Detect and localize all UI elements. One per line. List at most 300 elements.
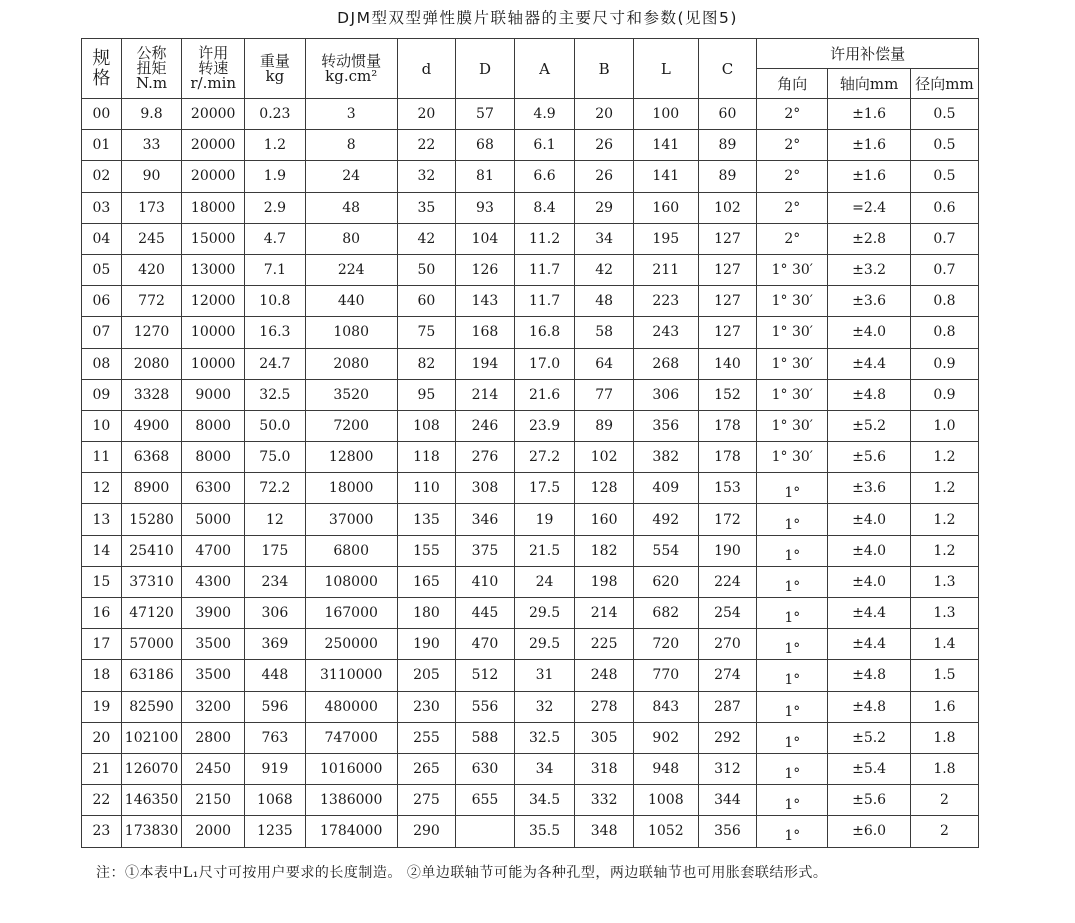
angle-value: 1° 30′ [771,386,813,403]
table-cell: 2.9 [245,192,306,223]
table-cell: 29 [575,192,634,223]
table-cell [757,379,828,410]
table-cell: 344 [698,785,757,816]
table-cell: 11.7 [514,254,575,285]
table-cell: 292 [698,722,757,753]
table-cell: 3500 [182,660,245,691]
table-cell: 596 [245,691,306,722]
table-cell: 127 [698,223,757,254]
table-cell: 369 [245,629,306,660]
table-cell: 254 [698,598,757,629]
table-cell: 1068 [245,785,306,816]
table-row [82,317,979,348]
table-cell: 246 [456,410,515,441]
table-cell: ±4.8 [828,379,911,410]
table-cell: =2.4 [828,192,911,223]
table-cell: 77 [575,379,634,410]
table-cell: 14 [82,535,122,566]
angle-value: 2° [784,106,801,123]
table-cell: 173 [121,192,182,223]
angle-value: 1° [784,734,801,751]
table-cell: 110 [397,473,456,504]
table-cell: 37310 [121,566,182,597]
table-cell: 50.0 [245,410,306,441]
angle-value: 1° 30′ [771,262,813,279]
table-cell: 356 [698,816,757,847]
table-cell: 305 [575,722,634,753]
angle-value: 1° [784,610,801,627]
table-cell: 9.8 [121,99,182,130]
table-cell: 126070 [121,753,182,784]
table-cell: 102100 [121,722,182,753]
table-cell: ±1.6 [828,161,911,192]
header-radial: 径向mm [910,69,978,99]
table-cell: 16.3 [245,317,306,348]
table-cell: 1008 [633,785,698,816]
table-cell: 682 [633,598,698,629]
table-cell: 63186 [121,660,182,691]
table-cell: 0.23 [245,99,306,130]
table-cell: 12000 [182,286,245,317]
table-cell: ±6.0 [828,816,911,847]
table-cell: ±4.8 [828,691,911,722]
table-cell: 20 [575,99,634,130]
table-cell: 265 [397,753,456,784]
table-cell: 2080 [121,348,182,379]
table-cell: ±4.0 [828,566,911,597]
table-cell: 19 [514,504,575,535]
table-row [82,753,979,784]
table-cell: 32.5 [245,379,306,410]
table-cell: 3500 [182,629,245,660]
table-cell: 26 [575,130,634,161]
table-cell: 492 [633,504,698,535]
angle-value: 1° 30′ [771,449,813,466]
table-cell: 20000 [182,161,245,192]
table-cell: 198 [575,566,634,597]
table-cell: 556 [456,691,515,722]
table-body [82,99,979,848]
header-spec: 规 格 [82,39,122,99]
table-cell: 420 [121,254,182,285]
table-cell: ±1.6 [828,99,911,130]
table-cell: 152 [698,379,757,410]
table-cell: 89 [575,410,634,441]
table-cell: 195 [633,223,698,254]
table-cell: 31 [514,660,575,691]
table-cell: 1.2 [245,130,306,161]
table-row [82,722,979,753]
table-cell [757,691,828,722]
angle-value: 1° [784,766,801,783]
table-cell: 225 [575,629,634,660]
table-cell: 102 [575,442,634,473]
table-cell: ±5.2 [828,410,911,441]
table-cell: 126 [456,254,515,285]
table-cell: 12 [245,504,306,535]
table-cell [757,442,828,473]
angle-value: 1° [784,797,801,814]
table-cell: 0.5 [910,161,978,192]
table-cell [757,598,828,629]
table-cell: 224 [698,566,757,597]
table-cell: 11 [82,442,122,473]
table-cell: 630 [456,753,515,784]
table-cell: 248 [575,660,634,691]
table-cell: 33 [121,130,182,161]
table-cell [757,722,828,753]
table-cell: 512 [456,660,515,691]
table-cell: 18000 [305,473,397,504]
table-row [82,504,979,535]
header-torque: 公称 扭矩 N.m [121,39,182,99]
table-cell: 223 [633,286,698,317]
angle-value: 1° [784,703,801,720]
angle-value: 2° [784,168,801,185]
table-cell: 25410 [121,535,182,566]
table-cell: 1016000 [305,753,397,784]
table-cell: 20 [82,722,122,753]
table-cell: 382 [633,442,698,473]
table-cell [757,410,828,441]
table-cell: 312 [698,753,757,784]
table-cell: 60 [397,286,456,317]
table-cell: 0.6 [910,192,978,223]
header-axial: 轴向mm [828,69,911,99]
table-cell: 1784000 [305,816,397,847]
table-cell: 32 [397,161,456,192]
table-cell: 172 [698,504,757,535]
table-cell: 146350 [121,785,182,816]
table-cell: 308 [456,473,515,504]
angle-value: 1° [784,578,801,595]
table-cell: 6800 [305,535,397,566]
table-cell: 05 [82,254,122,285]
table-cell [757,535,828,566]
table-row [82,660,979,691]
table-cell: 1.3 [910,566,978,597]
table-cell: ±3.6 [828,473,911,504]
table-cell: 0.7 [910,223,978,254]
table-cell: 90 [121,161,182,192]
table-cell: 3200 [182,691,245,722]
table-row [82,161,979,192]
table-cell: 2 [910,785,978,816]
table-cell: 763 [245,722,306,753]
table-cell: 902 [633,722,698,753]
table-cell: 68 [456,130,515,161]
table-cell: 160 [633,192,698,223]
table-cell: 50 [397,254,456,285]
table-cell: 16.8 [514,317,575,348]
table-cell: 3520 [305,379,397,410]
table-cell: 348 [575,816,634,847]
table-row [82,348,979,379]
table-cell: 173830 [121,816,182,847]
table-cell: 3 [305,99,397,130]
table-cell [757,161,828,192]
table-cell: 8.4 [514,192,575,223]
table-cell: 6300 [182,473,245,504]
table-cell [757,317,828,348]
table-cell: ±5.6 [828,442,911,473]
table-cell: 318 [575,753,634,784]
table-cell: 4300 [182,566,245,597]
table-cell: 655 [456,785,515,816]
table-cell: 214 [456,379,515,410]
header-weight: 重量 kg [245,39,306,99]
header-inertia: 转动惯量 kg.cm² [305,39,397,99]
table-cell: 4900 [121,410,182,441]
table-cell: 1.6 [910,691,978,722]
table-cell: 12 [82,473,122,504]
table-cell: 06 [82,286,122,317]
table-cell: 22 [82,785,122,816]
angle-value: 2° [784,199,801,216]
table-cell: 2150 [182,785,245,816]
table-cell: ±5.4 [828,753,911,784]
table-cell: 168 [456,317,515,348]
table-cell: 37000 [305,504,397,535]
table-cell: 32 [514,691,575,722]
table-cell: 747000 [305,722,397,753]
table-row [82,566,979,597]
table-cell: ±4.4 [828,348,911,379]
table-cell: 346 [456,504,515,535]
table-cell: ±4.8 [828,660,911,691]
table-cell: 175 [245,535,306,566]
table-cell: 194 [456,348,515,379]
table-cell: ±3.2 [828,254,911,285]
table-cell: 1.5 [910,660,978,691]
table-row [82,130,979,161]
table-cell: 6.1 [514,130,575,161]
table-cell: 1.0 [910,410,978,441]
table-cell: 93 [456,192,515,223]
table-cell: 843 [633,691,698,722]
table-cell: 42 [575,254,634,285]
table-cell: 554 [633,535,698,566]
angle-value: 1° [784,485,801,502]
table-cell: 10000 [182,348,245,379]
table-cell: 290 [397,816,456,847]
table-cell: 57 [456,99,515,130]
table-cell: 08 [82,348,122,379]
table-cell: 81 [456,161,515,192]
table-cell: 17 [82,629,122,660]
table-cell [757,504,828,535]
table-cell: 306 [245,598,306,629]
table-cell: 720 [633,629,698,660]
table-cell: 445 [456,598,515,629]
table-cell: 75.0 [245,442,306,473]
table-row [82,598,979,629]
table-cell: 919 [245,753,306,784]
table-cell: 35 [397,192,456,223]
table-cell: 27.2 [514,442,575,473]
table-cell: 5000 [182,504,245,535]
table-cell: 375 [456,535,515,566]
table-cell [757,785,828,816]
table-cell: 0.8 [910,317,978,348]
table-cell: 588 [456,722,515,753]
header-speed: 许用 转速 r/.min [182,39,245,99]
table-cell: 34.5 [514,785,575,816]
table-cell: 80 [305,223,397,254]
table-cell: 48 [305,192,397,223]
table-cell: 306 [633,379,698,410]
table-cell: 0.8 [910,286,978,317]
table-cell [757,660,828,691]
table-cell: 18000 [182,192,245,223]
table-cell: 20 [397,99,456,130]
table-row [82,629,979,660]
table-cell: 09 [82,379,122,410]
table-cell: 1.2 [910,535,978,566]
table-cell: 8900 [121,473,182,504]
table-cell: 23.9 [514,410,575,441]
table-cell: ±5.2 [828,722,911,753]
header-angle: 角向 [757,69,828,99]
table-cell: 278 [575,691,634,722]
table-cell: 12800 [305,442,397,473]
table-cell: 1.8 [910,722,978,753]
table-cell: 178 [698,442,757,473]
table-cell: 100 [633,99,698,130]
table-cell: 160 [575,504,634,535]
table-row [82,691,979,722]
table-cell: 250000 [305,629,397,660]
table-cell: 4.9 [514,99,575,130]
table-cell: 1.2 [910,504,978,535]
angle-value: 1° 30′ [771,324,813,341]
table-cell: 21 [82,753,122,784]
table-cell: 135 [397,504,456,535]
table-cell: 95 [397,379,456,410]
table-cell [757,566,828,597]
table-cell: 11.2 [514,223,575,254]
table-title: DJM型双型弹性膜片联轴器的主要尺寸和参数(见图5) [337,9,738,27]
header-d: d [397,39,456,99]
table-cell: 274 [698,660,757,691]
table-row [82,535,979,566]
table-cell: 10 [82,410,122,441]
table-cell: 356 [633,410,698,441]
table-cell: 82590 [121,691,182,722]
angle-value: 1° [784,672,801,689]
table-cell: 07 [82,317,122,348]
table-cell: 60 [698,99,757,130]
table-cell: 03 [82,192,122,223]
table-row [82,223,979,254]
table-cell: 243 [633,317,698,348]
table-cell: 00 [82,99,122,130]
table-cell: 224 [305,254,397,285]
table-cell: 1080 [305,317,397,348]
table-cell: 11.7 [514,286,575,317]
header-D: D [456,39,515,99]
table-cell: ±4.0 [828,504,911,535]
table-cell: 8000 [182,442,245,473]
table-cell: 1.2 [910,442,978,473]
table-row [82,379,979,410]
table-cell [757,753,828,784]
table-cell: 409 [633,473,698,504]
footnote: 注：①本表中L₁尺寸可按用户要求的长度制造。 ②单边联轴节可能为各种孔型，两边联轴节也可用胀套联结形式。 [96,865,828,881]
table-cell: 948 [633,753,698,784]
table-cell: 143 [456,286,515,317]
header-A: A [514,39,575,99]
table-cell: ±4.0 [828,317,911,348]
table-cell: 82 [397,348,456,379]
table-cell: 58 [575,317,634,348]
table-cell [757,473,828,504]
table-cell: 72.2 [245,473,306,504]
table-cell: 127 [698,254,757,285]
angle-value: 1° 30′ [771,355,813,372]
table-cell: ±1.6 [828,130,911,161]
table-cell: 287 [698,691,757,722]
table-cell: 1235 [245,816,306,847]
table-row [82,410,979,441]
header-compensation: 许用补偿量 [757,39,979,69]
table-cell: 29.5 [514,629,575,660]
table-cell: 57000 [121,629,182,660]
table-cell: 47120 [121,598,182,629]
table-cell: 270 [698,629,757,660]
table-cell: 155 [397,535,456,566]
table-cell: 276 [456,442,515,473]
table-cell: 0.7 [910,254,978,285]
table-cell: 448 [245,660,306,691]
table-row [82,785,979,816]
table-cell: 24 [514,566,575,597]
table-cell: 178 [698,410,757,441]
table-cell: 230 [397,691,456,722]
table-cell: 34 [514,753,575,784]
table-cell: 205 [397,660,456,691]
table-cell: 13 [82,504,122,535]
table-cell: 127 [698,317,757,348]
table-cell: 34 [575,223,634,254]
table-cell: 127 [698,286,757,317]
table-cell: 141 [633,161,698,192]
table-cell: 8000 [182,410,245,441]
table-cell: 190 [397,629,456,660]
table-cell: 1.3 [910,598,978,629]
table-cell: 4700 [182,535,245,566]
table-row [82,816,979,847]
table-cell: 770 [633,660,698,691]
angle-value: 1° [784,516,801,533]
table-cell: 470 [456,629,515,660]
table-cell: 0.5 [910,130,978,161]
table-cell: ±3.6 [828,286,911,317]
table-cell: 89 [698,130,757,161]
table-cell: 140 [698,348,757,379]
table-cell: 75 [397,317,456,348]
table-cell: 3328 [121,379,182,410]
table-cell: ±2.8 [828,223,911,254]
table-cell: 141 [633,130,698,161]
table-cell: 7.1 [245,254,306,285]
table-cell: 1386000 [305,785,397,816]
table-cell: 1.8 [910,753,978,784]
table-cell: 9000 [182,379,245,410]
table-row [82,99,979,130]
table-cell: 772 [121,286,182,317]
table-cell: 20000 [182,99,245,130]
